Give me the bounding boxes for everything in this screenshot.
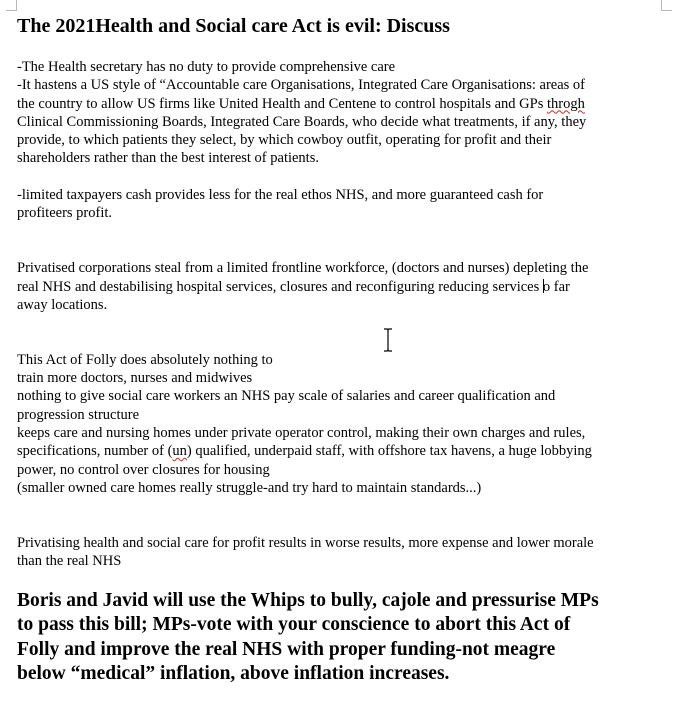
text-line: than the real NHS (17, 553, 122, 570)
document-title: The 2021Health and Social care Act is evil: Discuss (17, 15, 450, 37)
blank-line (17, 39, 657, 58)
blank-line (17, 570, 657, 588)
page-corner-mark-left (6, 0, 17, 11)
text-line: power, no control over closures for housing (17, 461, 270, 478)
text-line: nothing to give social care workers an NHS pay scale of salaries and career qualification and (17, 388, 556, 405)
misspelled-word[interactable]: un (172, 443, 187, 460)
text-line: provide, to which patients they select, by which cowboy outfit, operating for profit and their (17, 132, 552, 149)
text-line (17, 95, 657, 113)
text-line: Clinical Commissioning Boards, Integrated Care Boards, who decide what treatments, if any, they (17, 113, 587, 130)
text-line (17, 278, 657, 296)
paragraph-duty (17, 58, 657, 168)
text-segment: the country to allow US firms like United Health and Centene to control hospitals and GPs (17, 95, 547, 112)
text-line: -The Health secretary has no duty to provide comprehensive care (17, 59, 396, 75)
page-corner-mark-right (661, 0, 672, 11)
text-line: progression structure (17, 406, 140, 423)
text-line: train more doctors, nurses and midwives (17, 370, 253, 387)
blank-line (17, 314, 657, 351)
text-line: below “medical” inflation, above inflation increases. (17, 663, 450, 685)
text-line: Privatising health and social care for profit results in worse results, more expense and lower morale (17, 534, 594, 551)
text-segment: real NHS and destabilising hospital services, closures and reconfiguring reducing services (17, 278, 543, 295)
text-segment: specifications, number of ( (17, 443, 173, 460)
blank-line (17, 168, 657, 186)
text-line: profiteers profit. (17, 205, 113, 222)
text-segment: ) qualified, underpaid staff, with offshore tax havens, a huge lobbying (186, 443, 592, 460)
closing-statement (17, 589, 657, 687)
blank-line (17, 497, 657, 534)
text-line: Boris and Javid will use the Whips to bully, cajole and pressurise MPs (17, 589, 599, 611)
paragraph-privatising (17, 534, 657, 571)
paragraph-corporations (17, 259, 657, 314)
paragraph-act-of-folly (17, 351, 657, 497)
text-line: This Act of Folly does absolutely nothing to (17, 351, 273, 368)
text-line: (smaller owned care homes really struggle-and try hard to maintain standards...) (17, 479, 482, 496)
text-line: shareholders rather than the best interest of patients. (17, 150, 319, 167)
text-line: -It hastens a US style of “Accountable care Organisations, Integrated Care Organisations: areas of (17, 77, 585, 94)
paragraph-taxpayers (17, 186, 657, 223)
text-line (17, 442, 657, 460)
text-line: Folly and improve the real NHS with proper funding-not meagre (17, 638, 556, 660)
text-line: -limited taxpayers cash provides less for the real ethos NHS, and more guaranteed cash for (17, 187, 544, 204)
text-line: Privatised corporations steal from a limited frontline workforce, (doctors and nurses) depleting the (17, 260, 589, 277)
text-segment: o far (542, 278, 570, 295)
document-body[interactable] (17, 13, 657, 687)
blank-line (17, 223, 657, 260)
text-line: to pass this bill; MPs-vote with your conscience to abort this Act of (17, 614, 571, 636)
i-beam-cursor-icon (382, 328, 394, 352)
text-line: keeps care and nursing homes under private operator control, making their own charges and rules, (17, 424, 586, 441)
text-line: away locations. (17, 296, 108, 313)
misspelled-word[interactable]: throgh (546, 95, 585, 112)
